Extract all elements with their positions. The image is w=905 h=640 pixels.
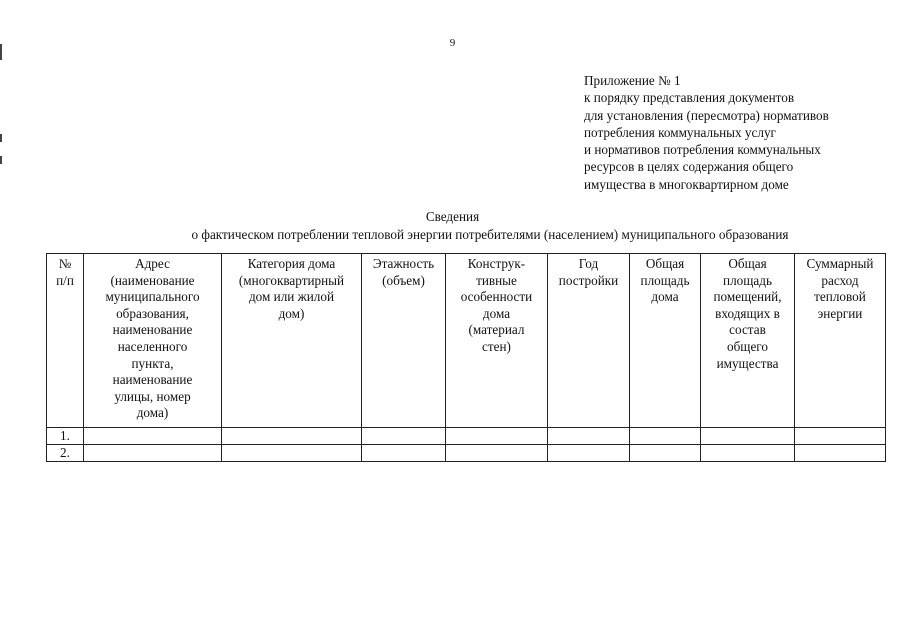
column-header-house-area: [630, 254, 701, 428]
table-cell: [701, 445, 795, 462]
table-cell: [362, 445, 446, 462]
table-cell: [362, 428, 446, 445]
table-cell: [84, 445, 222, 462]
table-cell: [222, 445, 362, 462]
scan-margin-mark: [0, 44, 2, 60]
appendix-line: к порядку представления документов: [584, 90, 795, 106]
table-header-row: [47, 254, 886, 428]
document-subtitle-wrap: [0, 226, 905, 243]
row-number: 1.: [47, 428, 84, 445]
table-cell: [548, 445, 630, 462]
table-cell: [701, 428, 795, 445]
column-header-year: [548, 254, 630, 428]
column-header-floors: [362, 254, 446, 428]
column-header-common-area: [701, 254, 795, 428]
column-header-number: [47, 254, 84, 428]
table-row: [47, 445, 886, 462]
table-row: [47, 428, 886, 445]
column-header-label: Общая площадь помещений, входящих в состав общего имущества: [713, 256, 782, 371]
table-cell: [84, 428, 222, 445]
appendix-line: имущества в многоквартирном доме: [584, 176, 789, 192]
column-header-label: Конструк- тивные особенности дома (материал стен): [460, 256, 533, 354]
appendix-line: потребления коммунальных услуг: [584, 124, 776, 140]
table-cell: [630, 428, 701, 445]
scan-margin-mark: [0, 156, 2, 164]
column-header-label: Год постройки: [558, 256, 619, 288]
table-cell: [446, 428, 548, 445]
appendix-line: Приложение № 1: [584, 73, 681, 88]
table-cell: [222, 428, 362, 445]
column-header-label: Адрес (наименование муниципального образования, наименование населенного пункта, наименование улицы, номер дома): [105, 256, 200, 421]
row-number: 2.: [47, 445, 84, 462]
appendix-line: и нормативов потребления коммунальных: [584, 142, 821, 158]
table-cell: [548, 428, 630, 445]
document-subtitle: о фактическом потреблении тепловой энергии потребителями (населением) муниципального образования: [191, 227, 789, 242]
column-header-heat-total: [795, 254, 886, 428]
column-header-construction: [446, 254, 548, 428]
column-header-category: [222, 254, 362, 428]
appendix-line: для установления (пересмотра) нормативов: [584, 107, 829, 123]
column-header-address: [84, 254, 222, 428]
table-cell: [630, 445, 701, 462]
page-number: 9: [449, 37, 456, 49]
scan-margin-mark: [0, 134, 2, 142]
column-header-label: Суммарный расход тепловой энергии: [806, 256, 874, 321]
column-header-label: Общая площадь дома: [640, 256, 690, 305]
appendix-line: ресурсов в целях содержания общего: [584, 159, 794, 175]
table-cell: [446, 445, 548, 462]
column-header-label: Этажность (объем): [372, 256, 435, 288]
document-title: Сведения: [425, 209, 480, 224]
table-cell: [795, 428, 886, 445]
table-cell: [795, 445, 886, 462]
column-header-label: Категория дома (многоквартирный дом или жилой дом): [238, 256, 345, 321]
data-table: [46, 253, 886, 462]
column-header-label: № п/п: [56, 256, 74, 288]
appendix-block: [584, 72, 829, 193]
